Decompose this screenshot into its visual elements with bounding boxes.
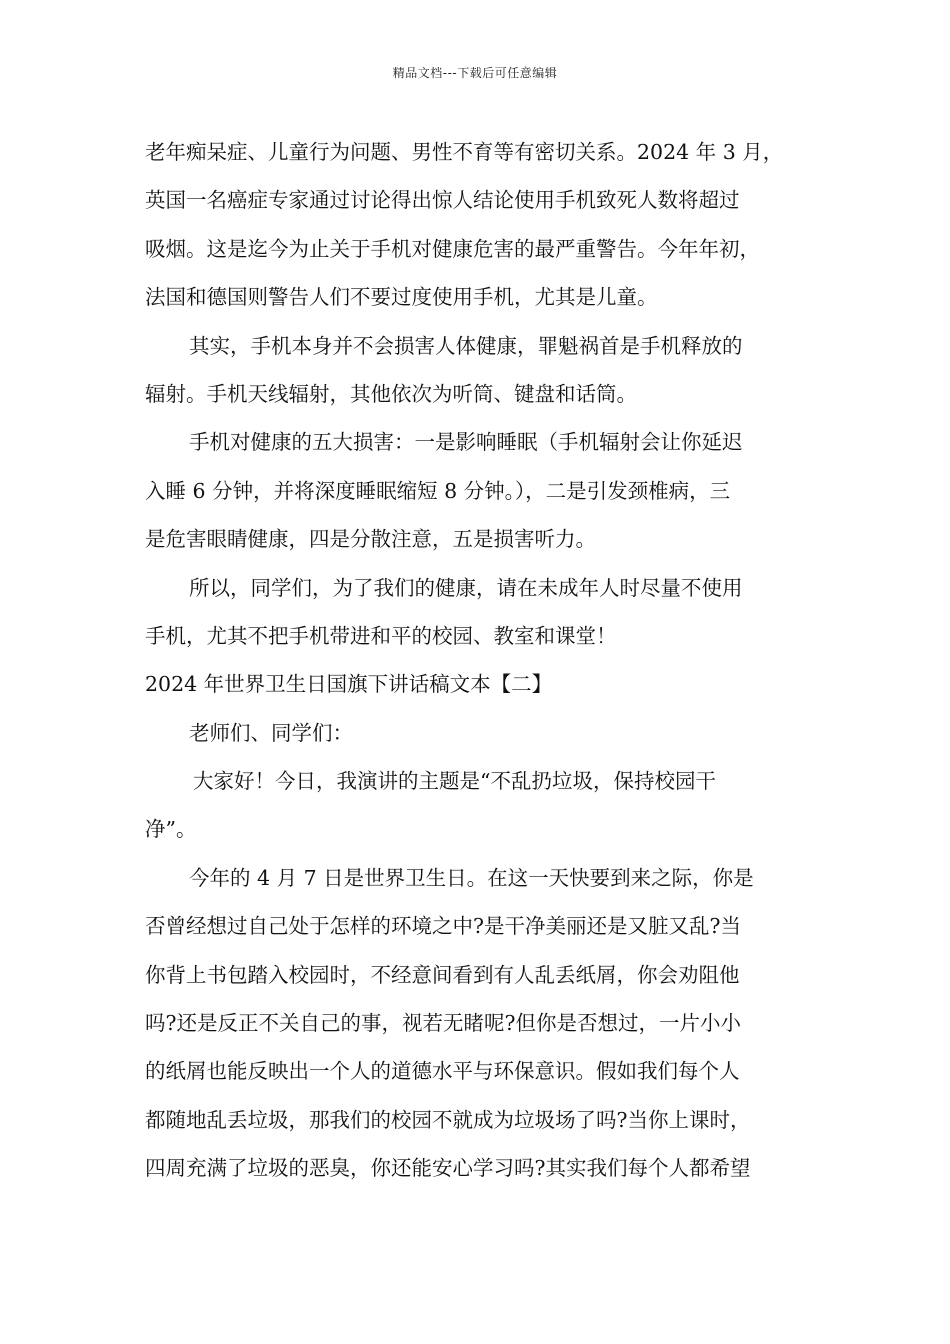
text-line: 否曾经想过自己处于怎样的环境之中?是干净美丽还是又脏又乱?当 [145,914,741,939]
text-line: 老年痴呆症、儿童行为问题、男性不育等有密切关系。2024 年 3 月， [145,140,784,164]
text-line: 入睡 6 分钟，并将深度睡眠缩短 8 分钟。），二是引发颈椎病，三 [145,478,731,503]
paragraph-start-line: 大家好！今日，我演讲的主题是“不乱扔垃圾，保持校园干 [193,769,716,794]
text-line: 四周充满了垃圾的恶臭，你还能安心学习吗?其实我们每个人都希望 [145,1156,751,1181]
text-line: 净”。 [145,817,197,842]
paragraph-start-line: 手机对健康的五大损害：一是影响睡眠（手机辐射会让你延迟 [189,430,743,455]
text-line: 手机，尤其不把手机带进和平的校园、教室和课堂！ [145,623,617,648]
text-line: 的纸屑也能反映出一个人的道德水平与环保意识。假如我们每个人 [145,1059,740,1084]
text-line: 是危害眼睛健康，四是分散注意，五是损害听力。 [145,527,596,552]
section-heading: 2024 年世界卫生日国旗下讲话稿文本【二】 [145,672,553,697]
text-line: 法国和德国则警告人们不要过度使用手机，尤其是儿童。 [145,285,658,310]
document-body [145,128,820,1193]
salutation-line: 老师们、同学们： [189,720,353,745]
text-line: 辐射。手机天线辐射，其他依次为听筒、键盘和话筒。 [145,381,637,406]
page-header: 精品文档---下载后可任意编辑 [392,66,558,80]
text-line: 吗?还是反正不关自己的事，视若无睹呢?但你是否想过，一片小小 [145,1011,741,1036]
text-line: 吸烟。这是迄今为止关于手机对健康危害的最严重警告。今年年初， [145,236,760,261]
text-line: 你背上书包踏入校园时，不经意间看到有人乱丢纸屑，你会劝阻他 [145,962,740,987]
paragraph-start-line: 今年的 4 月 7 日是世界卫生日。在这一天快要到来之际，你是 [189,865,754,890]
paragraph-start-line: 所以，同学们，为了我们的健康，请在未成年人时尽量不使用 [189,575,743,600]
text-line: 都随地乱丢垃圾，那我们的校园不就成为垃圾场了吗?当你上课时， [145,1107,751,1132]
paragraph-start-line: 其实，手机本身并不会损害人体健康，罪魁祸首是手机释放的 [189,333,743,358]
text-line: 英国一名癌症专家通过讨论得出惊人结论使用手机致死人数将超过 [145,188,740,213]
